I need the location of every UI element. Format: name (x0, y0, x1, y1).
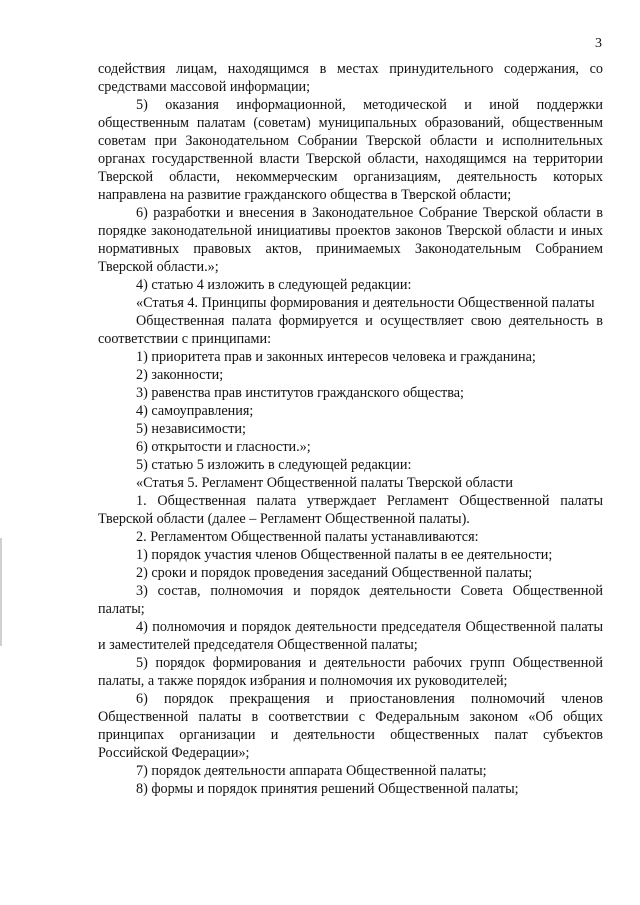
list-item: 3) равенства прав институтов гражданского общества; (136, 385, 465, 401)
list-item: 8) формы и порядок принятия решений Общественной палаты; (136, 781, 519, 797)
paragraph: 4) статью 4 изложить в следующей редакции: (136, 277, 412, 293)
list-item: 6) порядок прекращения и приостановления полномочий членов Общественной палаты в соответствии с Федеральным законом «Об общих принципах организации и деятельности общественных палат субъектов Российской Федерации»; (98, 691, 603, 761)
list-item: 3) состав, полномочия и порядок деятельности Совета Общественной палаты; (98, 583, 603, 617)
list-item: 5) независимости; (136, 421, 246, 437)
paragraph: 6) разработки и внесения в Законодательное Собрание Тверской области в порядке законодательной инициативы проектов законов Тверской области и иных нормативных правовых актов, принимаемых Законодательным Собранием Тверской области.»; (98, 205, 603, 275)
paragraph: 5) статью 5 изложить в следующей редакции: (136, 457, 412, 473)
list-item: 1) порядок участия членов Общественной палаты в ее деятельности; (136, 547, 553, 563)
list-item: 1) приоритета прав и законных интересов человека и гражданина; (136, 349, 536, 365)
paragraph: 1. Общественная палата утверждает Регламент Общественной палаты Тверской области (далее – Регламент Общественной палаты). (98, 493, 603, 527)
list-item: 4) самоуправления; (136, 403, 254, 419)
document-body (98, 60, 603, 798)
paragraph: Общественная палата формируется и осуществляет свою деятельность в соответствии с принципами: (98, 313, 603, 347)
list-item: 4) полномочия и порядок деятельности председателя Общественной палаты и заместителей председателя Общественной палаты; (98, 619, 603, 653)
list-item: 5) порядок формирования и деятельности рабочих групп Общественной палаты, а также порядок избрания и полномочия их руководителей; (98, 655, 603, 689)
list-item: 6) открытости и гласности.»; (136, 439, 311, 455)
scan-edge-mark (0, 538, 2, 646)
page-number: 3 (595, 36, 602, 51)
list-item: 2) сроки и порядок проведения заседаний Общественной палаты; (136, 565, 533, 581)
paragraph: содействия лицам, находящимся в местах принудительного содержания, со средствами массовой информации; (98, 61, 603, 95)
paragraph: 5) оказания информационной, методической и иной поддержки общественным палатам (советам) муниципальных образований, общественным советам при Законодательном Собрании Тверской области и исполнительных органах государственной власти Тверской области, находящимся на территории Тверской области, некоммерческим организациям, деятельность которых направлена на развитие гражданского общества в Тверской области; (98, 97, 603, 203)
list-item: 2) законности; (136, 367, 224, 383)
list-item: 7) порядок деятельности аппарата Общественной палаты; (136, 763, 487, 779)
article-heading: «Статья 4. Принципы формирования и деятельности Общественной палаты (136, 295, 595, 311)
paragraph: 2. Регламентом Общественной палаты устанавливаются: (136, 529, 479, 545)
article-heading: «Статья 5. Регламент Общественной палаты Тверской области (136, 475, 513, 491)
